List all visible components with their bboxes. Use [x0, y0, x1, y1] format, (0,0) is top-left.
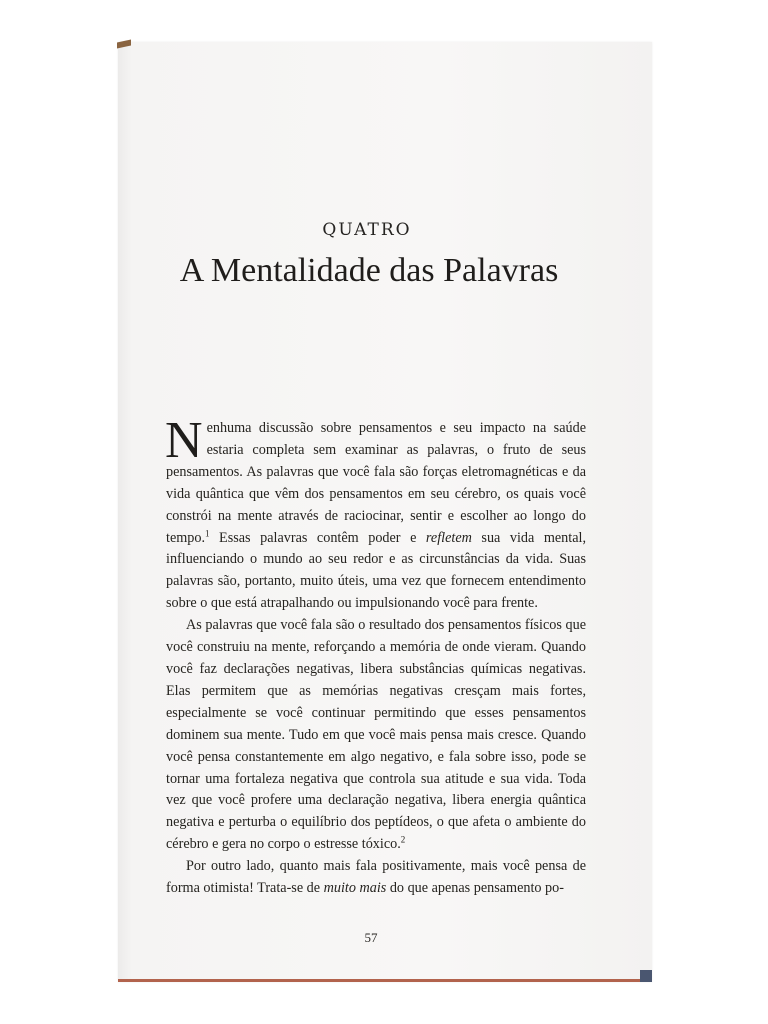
- paragraph-2: [166, 615, 586, 856]
- text-run: Essas palavras contêm poder e: [209, 529, 426, 546]
- drop-cap: N: [165, 412, 203, 469]
- chapter-title: A Mentalidade das Palavras: [179, 252, 559, 289]
- text-run: Por outro lado, quanto mais fala positivamente, mais você pensa de forma otimista! Trata-se de: [166, 858, 586, 897]
- page-number: 57: [364, 930, 378, 945]
- paragraph-1: [165, 412, 587, 615]
- text-run: As palavras que você fala são o resultado dos pensamentos físicos que você construiu na mente, reforçando a memória de onde vieram. Quando você faz declarações negativas, libera substâncias químicas negativas. Elas permitem que as memórias negativas cresçam mais fortes, especialmente se você continuar permitindo que esses pensamentos dominem sua mente. Tudo em que você mais pensa mais cresce. Quando você pensa constantemente em algo negativo, e fala sobre isso, pode se tornar uma fortaleza negativa que controla sua atitude e sua vida. Toda vez que você profere uma declaração negativa, libera energia quântica negativa e perturba o equilíbrio dos peptídeos, o que afeta o ambiente do cérebro e gera no corpo o estresse tóxico.: [166, 617, 586, 853]
- footnote-marker: 1: [205, 527, 210, 538]
- emphasis: refletem: [425, 529, 472, 546]
- text-run: sua vida mental, influenciando o mundo ao seu redor e as circunstâncias da vida. Suas palavras são, portanto, muito úteis, uma vez que fornecem entendimento sobre o que está atrapalhando ou impulsionando você para frente.: [166, 529, 587, 612]
- page-corner-mark: [640, 970, 652, 982]
- body-text: [165, 412, 587, 900]
- text-run: do que apenas pensamento po-: [386, 880, 564, 897]
- chapter-label: QUATRO: [322, 220, 412, 240]
- book-page: [118, 42, 652, 982]
- paragraph-3: [166, 856, 586, 900]
- text-run: enhuma discussão sobre pensamentos e seu impacto na saúde estaria completa sem examinar as palavras, o fruto de seus pensamentos. As palavras que você fala são forças eletromagnéticas e da vida quântica que vêm dos pensamentos em seu cérebro, os quais você constrói na mente através de raciocinar, sentir e escolher ao longo do tempo.: [166, 420, 586, 546]
- page-bottom-edge: [118, 979, 652, 982]
- emphasis: muito mais: [323, 880, 387, 897]
- footnote-marker: 2: [400, 834, 406, 845]
